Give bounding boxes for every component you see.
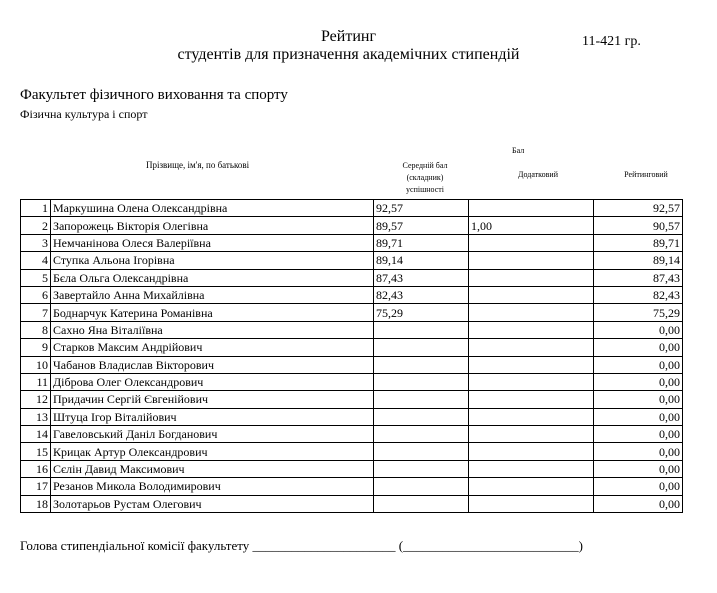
student-name: Резанов Микола Володимирович bbox=[51, 478, 374, 495]
student-name: Запорожець Вікторія Олегівна bbox=[51, 217, 374, 234]
rating-score: 0,00 bbox=[594, 321, 683, 338]
student-name: Завертайло Анна Михайлівна bbox=[51, 286, 374, 303]
average-score bbox=[374, 460, 469, 477]
student-name: Маркушина Олена Олександрівна bbox=[51, 200, 374, 217]
rating-score: 0,00 bbox=[594, 443, 683, 460]
table-row bbox=[21, 252, 683, 269]
additional-score bbox=[469, 269, 594, 286]
rating-score: 0,00 bbox=[594, 495, 683, 512]
average-score bbox=[374, 391, 469, 408]
table-row bbox=[21, 269, 683, 286]
additional-score bbox=[469, 321, 594, 338]
column-header-rating: Рейтинговий bbox=[624, 170, 668, 179]
student-name: Чабанов Владислав Вікторович bbox=[51, 356, 374, 373]
additional-score bbox=[469, 408, 594, 425]
student-name: Старков Максим Андрійович bbox=[51, 339, 374, 356]
table-row bbox=[21, 304, 683, 321]
signature-line: Голова стипендіальної комісії факультету ______________________ (___________________________) bbox=[20, 538, 583, 553]
row-number: 10 bbox=[21, 356, 51, 373]
rating-score: 0,00 bbox=[594, 356, 683, 373]
table-row bbox=[21, 460, 683, 477]
rating-score: 75,29 bbox=[594, 304, 683, 321]
table-row bbox=[21, 321, 683, 338]
document-subtitle: студентів для призначення академічних стипендій bbox=[177, 46, 520, 63]
additional-score bbox=[469, 234, 594, 251]
average-score: 75,29 bbox=[374, 304, 469, 321]
average-score bbox=[374, 495, 469, 512]
group-label: 11-421 гр. bbox=[582, 34, 641, 49]
table-row bbox=[21, 356, 683, 373]
average-score bbox=[374, 408, 469, 425]
student-name: Штуца Ігор Віталійович bbox=[51, 408, 374, 425]
additional-score bbox=[469, 304, 594, 321]
table-row bbox=[21, 339, 683, 356]
table-row bbox=[21, 426, 683, 443]
row-number: 12 bbox=[21, 391, 51, 408]
row-number: 1 bbox=[21, 200, 51, 217]
document-title: Рейтинг bbox=[320, 28, 377, 45]
rating-score: 89,71 bbox=[594, 234, 683, 251]
rating-score: 90,57 bbox=[594, 217, 683, 234]
table-row bbox=[21, 373, 683, 390]
table-row bbox=[21, 217, 683, 234]
row-number: 15 bbox=[21, 443, 51, 460]
rating-score: 89,14 bbox=[594, 252, 683, 269]
faculty-name: Факультет фізичного виховання та спорту bbox=[20, 87, 288, 103]
additional-score bbox=[469, 286, 594, 303]
row-number: 9 bbox=[21, 339, 51, 356]
column-header-additional: Додатковий bbox=[518, 170, 558, 179]
row-number: 6 bbox=[21, 286, 51, 303]
student-name: Сєлін Давид Максимович bbox=[51, 460, 374, 477]
average-score: 89,71 bbox=[374, 234, 469, 251]
additional-score bbox=[469, 426, 594, 443]
average-score: 89,14 bbox=[374, 252, 469, 269]
additional-score bbox=[469, 460, 594, 477]
row-number: 7 bbox=[21, 304, 51, 321]
row-number: 11 bbox=[21, 373, 51, 390]
additional-score: 1,00 bbox=[469, 217, 594, 234]
average-score bbox=[374, 426, 469, 443]
student-name: Ступка Альона Ігорівна bbox=[51, 252, 374, 269]
table-row bbox=[21, 408, 683, 425]
average-score bbox=[374, 443, 469, 460]
row-number: 16 bbox=[21, 460, 51, 477]
additional-score bbox=[469, 339, 594, 356]
rating-score: 0,00 bbox=[594, 426, 683, 443]
row-number: 3 bbox=[21, 234, 51, 251]
row-number: 8 bbox=[21, 321, 51, 338]
rating-score: 0,00 bbox=[594, 373, 683, 390]
student-name: Боднарчук Катерина Романівна bbox=[51, 304, 374, 321]
row-number: 5 bbox=[21, 269, 51, 286]
table-row bbox=[21, 391, 683, 408]
student-name: Діброва Олег Олександрович bbox=[51, 373, 374, 390]
row-number: 18 bbox=[21, 495, 51, 512]
row-number: 14 bbox=[21, 426, 51, 443]
column-header-average-line3: успішності bbox=[406, 185, 444, 194]
average-score bbox=[374, 478, 469, 495]
average-score: 82,43 bbox=[374, 286, 469, 303]
row-number: 13 bbox=[21, 408, 51, 425]
rating-score: 82,43 bbox=[594, 286, 683, 303]
student-name: Сахно Яна Віталіївна bbox=[51, 321, 374, 338]
additional-score bbox=[469, 252, 594, 269]
column-header-average-line1: Середній бал bbox=[402, 161, 448, 170]
additional-score bbox=[469, 391, 594, 408]
average-score bbox=[374, 373, 469, 390]
additional-score bbox=[469, 443, 594, 460]
table-row bbox=[21, 200, 683, 217]
table-row bbox=[21, 443, 683, 460]
column-header-average bbox=[380, 160, 470, 196]
rating-score: 0,00 bbox=[594, 339, 683, 356]
program-name: Фізична культура і спорт bbox=[20, 107, 148, 121]
additional-score bbox=[469, 478, 594, 495]
student-name: Крицак Артур Олександрович bbox=[51, 443, 374, 460]
rating-score: 92,57 bbox=[594, 200, 683, 217]
column-header-average-line2: (складник) bbox=[406, 173, 444, 182]
average-score: 92,57 bbox=[374, 200, 469, 217]
student-name: Немчанінова Олеся Валеріївна bbox=[51, 234, 374, 251]
student-name: Бєла Ольга Олександрівна bbox=[51, 269, 374, 286]
additional-score bbox=[469, 200, 594, 217]
rating-table bbox=[20, 199, 683, 513]
row-number: 17 bbox=[21, 478, 51, 495]
table-row bbox=[21, 478, 683, 495]
student-name: Золотарьов Рустам Олегович bbox=[51, 495, 374, 512]
rating-score: 0,00 bbox=[594, 391, 683, 408]
row-number: 4 bbox=[21, 252, 51, 269]
average-score: 89,57 bbox=[374, 217, 469, 234]
rating-score: 0,00 bbox=[594, 460, 683, 477]
average-score bbox=[374, 339, 469, 356]
additional-score bbox=[469, 373, 594, 390]
column-header-name: Прізвище, ім'я, по батькові bbox=[146, 160, 250, 170]
row-number: 2 bbox=[21, 217, 51, 234]
table-row bbox=[21, 495, 683, 512]
average-score bbox=[374, 321, 469, 338]
table-row bbox=[21, 286, 683, 303]
rating-score: 87,43 bbox=[594, 269, 683, 286]
additional-score bbox=[469, 356, 594, 373]
average-score: 87,43 bbox=[374, 269, 469, 286]
average-score bbox=[374, 356, 469, 373]
student-name: Гавеловський Даніл Богданович bbox=[51, 426, 374, 443]
additional-score bbox=[469, 495, 594, 512]
column-group-header-bal: Бал bbox=[512, 146, 525, 155]
student-name: Придачин Сергій Євгенійович bbox=[51, 391, 374, 408]
rating-score: 0,00 bbox=[594, 408, 683, 425]
table-row bbox=[21, 234, 683, 251]
rating-score: 0,00 bbox=[594, 478, 683, 495]
